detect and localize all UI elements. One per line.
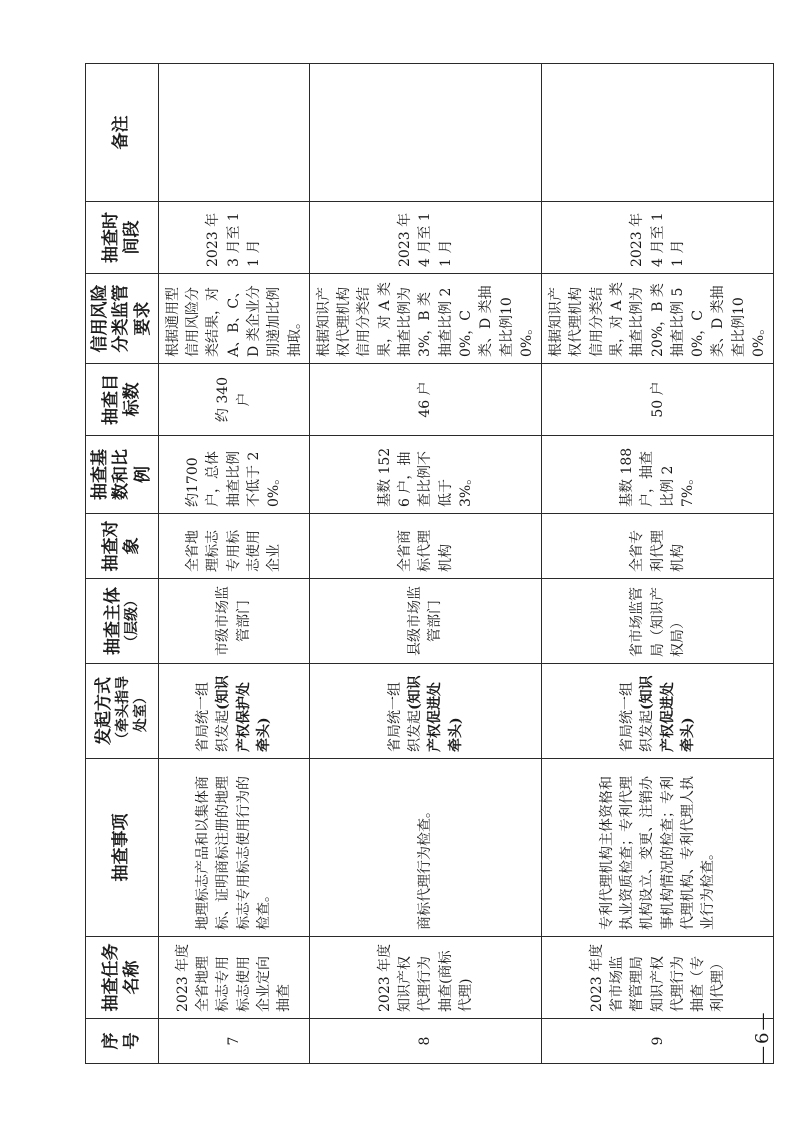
cell-method-bold: (知识产权促进处牵头) (407, 675, 464, 752)
cell-seq: 7 (158, 1019, 309, 1064)
cell-method-plain: 省局统一组织发起 (619, 682, 656, 752)
cell-body: 市级市场监管部门 (158, 579, 309, 664)
header-item: 抽查事项 (86, 759, 159, 937)
cell-goal: 46 户 (309, 364, 541, 436)
cell-goal: 50 户 (542, 364, 774, 436)
header-risk: 信用风险分类监管要求 (86, 274, 159, 364)
cell-body: 县级市场监管部门 (309, 579, 541, 664)
cell-base: 约1700户，总体抽查比例不低于 20%。 (158, 436, 309, 514)
header-task-name: 抽查任务名称 (86, 937, 159, 1019)
table-row (158, 64, 309, 1064)
cell-task-name: 2023 年度知识产权代理行为抽查(商标代理) (309, 937, 541, 1019)
header-target: 抽查对象 (86, 514, 159, 579)
cell-remark (309, 64, 541, 202)
cell-item: 专利代理机构主体资格和执业资质检查；专利代理机构设立、变更、注销办事机构情况的检查；专利代理机构、专利代理人执业行为检查。 (542, 759, 774, 937)
cell-target: 全省商标代理机构 (309, 514, 541, 579)
cell-seq: 9 (542, 1019, 774, 1064)
cell-period: 2023 年 4 月至 11 月 (542, 202, 774, 274)
cell-body: 省市场监管局（知识产权局） (542, 579, 774, 664)
cell-method-plain: 省局统一组织发起 (386, 682, 424, 752)
cell-risk: 根据通用型信用风险分类结果，对 A、B、C、D 类企业分别递加比例抽取。 (158, 274, 309, 364)
cell-method (158, 664, 309, 759)
cell-risk: 根据知识产权代理机构信用分类结果，对 A 类抽查比例为 3%，B 类抽查比例 20%，C 类、D 类抽查比例100%。 (309, 274, 541, 364)
cell-method (542, 664, 774, 759)
header-body-sub: （层级） (123, 593, 140, 649)
inspection-table (85, 63, 774, 1064)
cell-method-plain: 省局统一组织发起 (195, 682, 232, 752)
cell-risk: 根据知识产权代理机构信用分类结果，对 A 类抽查比例为 20%，B 类抽查比例 50%，C 类、D 类抽查比例100%。 (542, 274, 774, 364)
cell-method (309, 664, 541, 759)
header-seq: 序号 (86, 1019, 159, 1064)
header-period: 抽查时间段 (86, 202, 159, 274)
header-remark: 备注 (86, 64, 159, 202)
header-goal: 抽查目标数 (86, 364, 159, 436)
table-header-row (86, 64, 159, 1064)
cell-base: 基数 1526 户，抽查比例不低于 3%。 (309, 436, 541, 514)
cell-seq: 8 (309, 1019, 541, 1064)
cell-method-bold: (知识产权促进处牵头) (639, 675, 697, 752)
cell-goal: 约 340 户 (158, 364, 309, 436)
cell-task-name: 2023 年度省市场监督管理局知识产权代理行为抽查（专利代理） (542, 937, 774, 1019)
table-row (542, 64, 774, 1064)
cell-method-bold: (知识产权保护处牵头) (215, 675, 273, 752)
header-method-main: 发起方式 (93, 677, 114, 745)
cell-task-name: 2023 年度全省地理标志专用标志使用企业定向抽查 (158, 937, 309, 1019)
header-method-sub: （牵头指导处室） (115, 676, 149, 746)
page-number: —6— (752, 1010, 773, 1064)
header-method (86, 664, 159, 759)
cell-remark (542, 64, 774, 202)
cell-item: 商标代理行为检查。 (309, 759, 541, 937)
cell-period: 2023 年 4 月至 11 月 (309, 202, 541, 274)
cell-remark (158, 64, 309, 202)
cell-item: 地理标志产品和以集体商标、证明商标注册的地理标志专用标志使用行为的检查。 (158, 759, 309, 937)
header-body-main: 抽查主体 (102, 587, 123, 655)
cell-period: 2023 年 3 月至 11 月 (158, 202, 309, 274)
table-row (309, 64, 541, 1064)
cell-target: 全省专利代理机构 (542, 514, 774, 579)
cell-base: 基数 188 户，抽查比例 27%。 (542, 436, 774, 514)
header-base: 抽查基数和比例 (86, 436, 159, 514)
cell-target: 全省地理标志专用标志使用企业 (158, 514, 309, 579)
header-body (86, 579, 159, 664)
